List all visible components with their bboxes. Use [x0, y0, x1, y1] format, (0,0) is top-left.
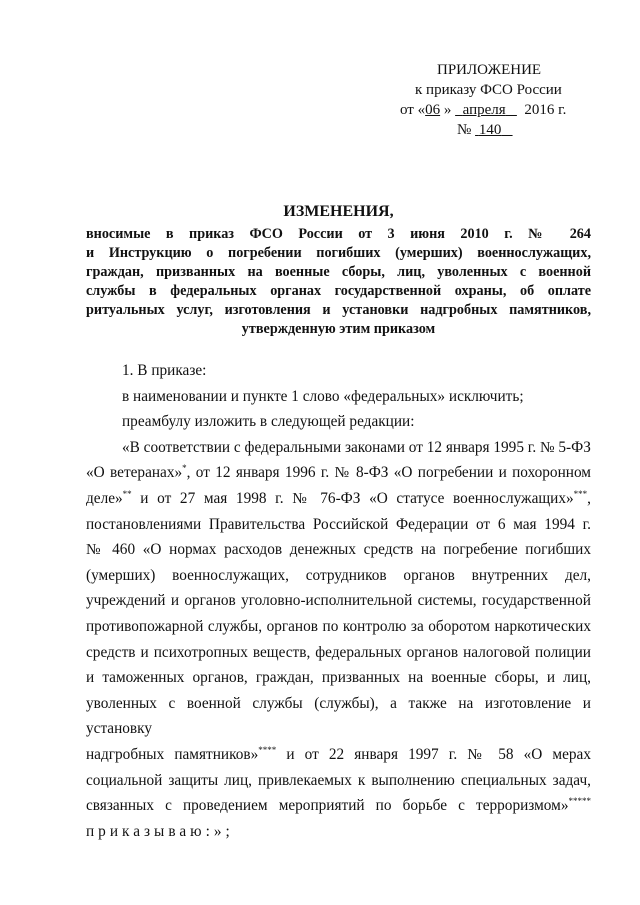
quote-text: деле»	[86, 489, 123, 507]
subtitle-line: утвержденную этим приказом	[241, 321, 436, 337]
order-number	[475, 122, 513, 138]
date-month-text: апреля	[462, 102, 506, 118]
document-title: ИЗМЕНЕНИЯ,	[283, 203, 394, 220]
appendix-block	[395, 60, 625, 140]
subtitle-line: граждан, призванных на военные сборы, лиц, уволенных с военной	[86, 264, 591, 280]
subtitle-line: вносимые в приказ ФСО России от 3 июня 2010 г. № 264	[86, 226, 591, 242]
subtitle-line: службы в федеральных органах государственной охраны, об оплате	[86, 283, 591, 299]
document-body	[86, 358, 591, 844]
appendix-date	[395, 100, 625, 120]
document-subtitle	[86, 225, 591, 339]
quote-text: связанных с проведением мероприятий по борьбе с терроризмом»	[86, 797, 569, 815]
quote-line	[86, 460, 591, 486]
appendix-number	[395, 120, 625, 140]
date-day: 06	[425, 102, 441, 118]
quote-line: № 460 «О нормах расходов денежных средств на погребение погибших	[86, 541, 591, 559]
subtitle-line: и Инструкцию о погребении погибших (умерших) военнослужащих,	[86, 245, 591, 261]
date-prefix: от «	[400, 102, 426, 118]
quote-text: надгробных памятников»	[86, 745, 259, 763]
paragraph: преамбулу изложить в следующей редакции:	[122, 413, 415, 431]
quote-text: «О ветеранах»	[86, 464, 183, 482]
quote-text: и от 22 января 1997 г. № 58 «О мерах	[276, 745, 591, 763]
quote-line: постановлениями Правительства Российской Федерации от 6 мая 1994 г.	[86, 515, 591, 533]
quote-line	[86, 486, 591, 512]
quote-line: (умерших) военнослужащих, сотрудников органов внутренних дел,	[86, 566, 591, 584]
quote-line: средств и психотропных веществ, федеральных органов налоговой полиции	[86, 643, 591, 661]
quote-text: и от 27 мая 1998 г. № 76-ФЗ «О статусе военнослужащих»	[131, 489, 574, 507]
quote-line: социальной защиты лиц, привлекаемых к выполнению специальных задач,	[86, 771, 591, 789]
quote-line	[86, 742, 591, 768]
quote-line: уволенных с военной службы (службы), а также на изготовление и установку	[86, 694, 591, 738]
quote-line	[86, 793, 591, 819]
paragraph: в наименовании и пункте 1 слово «федеральных» исключить;	[122, 387, 524, 405]
quote-line: приказываю:»;	[86, 822, 234, 840]
footnote-mark: ****	[258, 744, 277, 755]
quote-text: , от 12 января 1996 г. № 8-ФЗ «О погребении и похоронном	[186, 464, 591, 482]
date-mid: »	[440, 102, 452, 118]
quote-line: «В соответствии с федеральными законами от 12 января 1995 г. № 5-ФЗ	[122, 438, 591, 456]
footnote-mark: **	[122, 488, 132, 499]
number-label: №	[457, 122, 472, 138]
subtitle-line: ритуальных услуг, изготовления и установки надгробных памятников,	[86, 302, 591, 318]
quote-line: учреждений и органов уголовно-исполнительной системы, государственной	[86, 592, 591, 610]
order-number-text: 140	[478, 122, 502, 138]
quote-line: и таможенных органов, граждан, призванных на военные сборы, и лиц,	[86, 669, 591, 687]
appendix-order-ref: к приказу ФСО России	[415, 82, 562, 98]
quote-line: противопожарной службы, органов по контролю за оборотом наркотических	[86, 617, 591, 635]
date-month	[455, 102, 517, 118]
item-heading: 1. В приказе:	[122, 362, 207, 379]
footnote-mark: *****	[568, 796, 591, 806]
footnote-mark: ***	[573, 488, 588, 499]
appendix-heading: ПРИЛОЖЕНИЕ	[437, 62, 542, 78]
footnote-mark: *	[182, 463, 187, 474]
date-year: 2016 г.	[524, 102, 567, 118]
quote-text: ,	[587, 489, 591, 507]
